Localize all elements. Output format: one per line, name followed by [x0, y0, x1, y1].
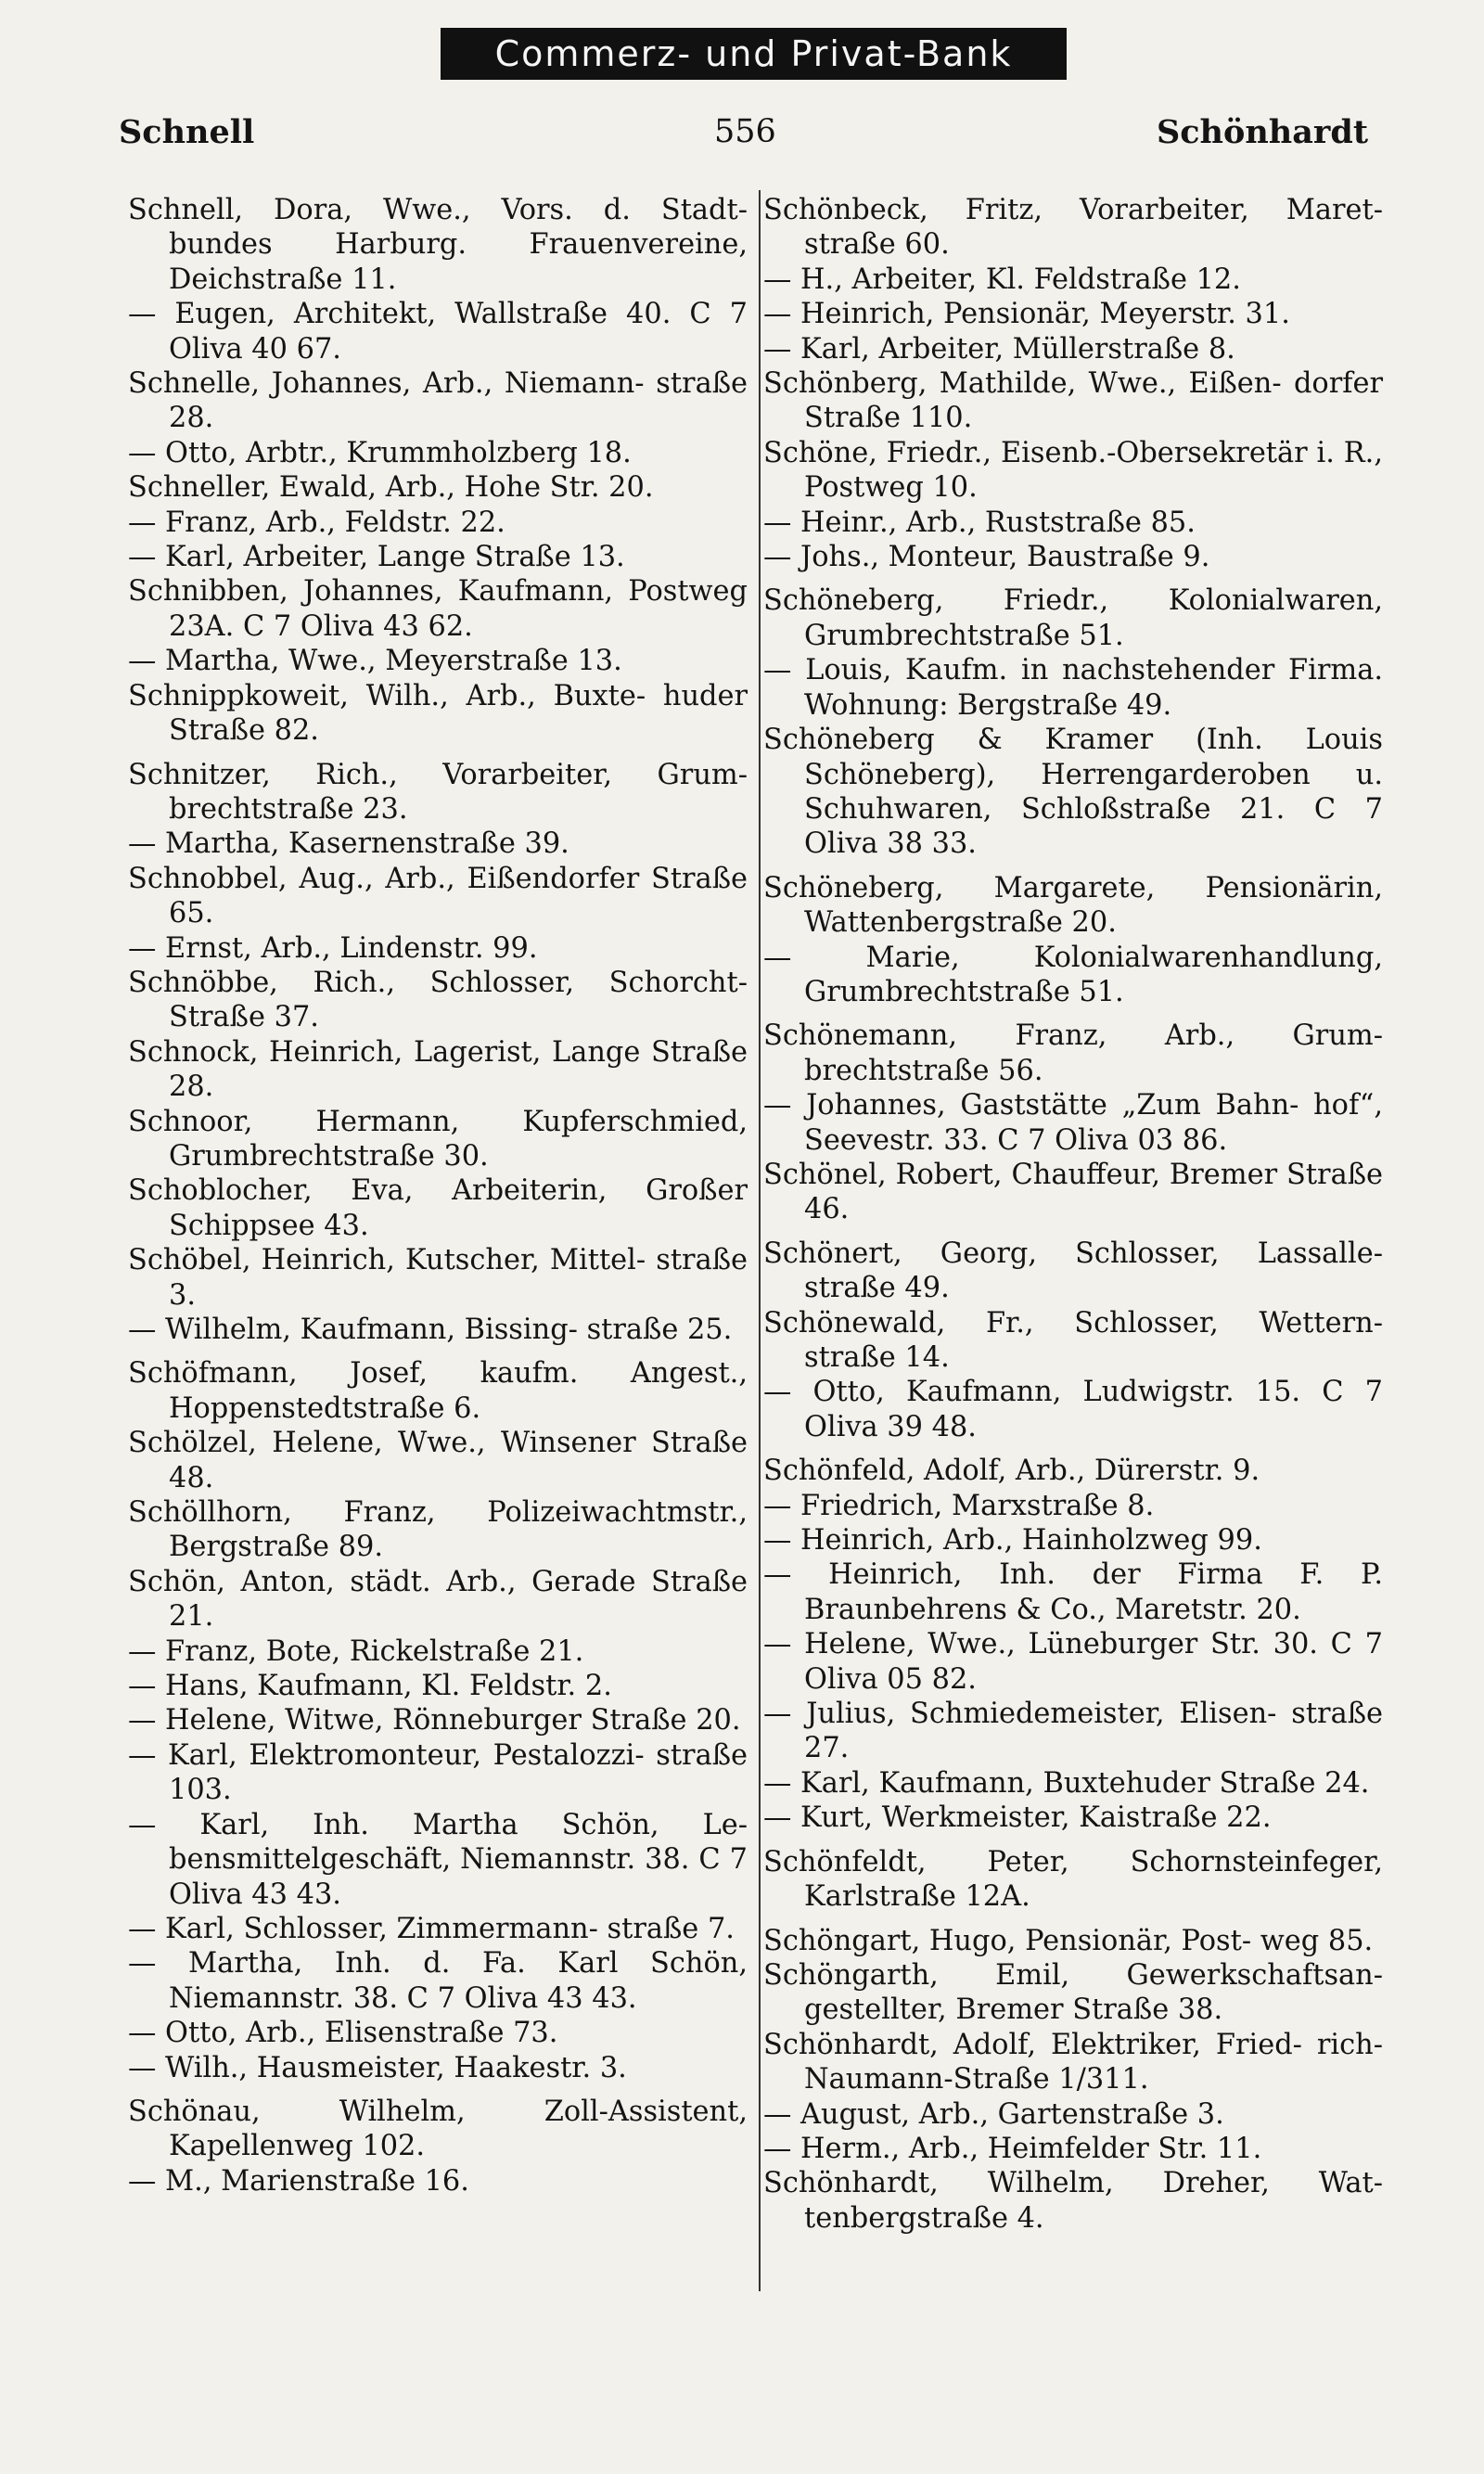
directory-entry: — M., Marienstraße 16. [128, 2164, 469, 2198]
directory-entry: Schönhardt, Wilhelm, Dreher, Wat- tenbergstraße 4. [763, 2167, 1383, 2235]
directory-entry: Schönbeck, Fritz, Vorarbeiter, Maret- straße 60. [763, 194, 1383, 262]
directory-entry: — Karl, Arbeiter, Müllerstraße 8. [763, 332, 1235, 365]
left-column [128, 193, 748, 2198]
directory-entry: Schnoor, Hermann, Kupferschmied, Grumbrechtstraße 30. [128, 1105, 748, 1173]
directory-entry: Schönel, Robert, Chauffeur, Bremer Straße 46. [763, 1158, 1383, 1226]
directory-entry: Schönfeldt, Peter, Schornsteinfeger, Karlstraße 12A. [763, 1845, 1383, 1914]
directory-entry: — Franz, Bote, Rickelstraße 21. [128, 1634, 584, 1668]
directory-entry: — Johs., Monteur, Baustraße 9. [763, 541, 1210, 574]
directory-entry: — Heinrich, Arb., Hainholzweg 99. [763, 1524, 1262, 1557]
page-number: 556 [714, 113, 776, 150]
directory-entry: — Karl, Schlosser, Zimmermann- straße 7. [128, 1912, 735, 1945]
directory-entry: Schön, Anton, städt. Arb., Gerade Straße 21. [128, 1565, 748, 1634]
directory-entry: Schönewald, Fr., Schlosser, Wettern- straße 14. [763, 1306, 1383, 1374]
directory-entry: — Wilh., Hausmeister, Haakestr. 3. [128, 2051, 627, 2084]
directory-entry: — Heinr., Arb., Ruststraße 85. [763, 506, 1196, 539]
column-divider [759, 190, 761, 2291]
directory-entry: — Eugen, Architekt, Wallstraße 40. C 7 Oliva 40 67. [128, 298, 748, 365]
directory-entry: — Martha, Wwe., Meyerstraße 13. [128, 645, 622, 678]
directory-entry: Schnelle, Johannes, Arb., Niemann- straße 28. [128, 367, 748, 435]
directory-entry: — Otto, Arbtr., Krummholzberg 18. [128, 436, 632, 469]
directory-entry: Schöne, Friedr., Eisenb.-Obersekretär i. R., Postweg 10. [763, 436, 1383, 505]
directory-entry: — Heinrich, Pensionär, Meyerstr. 31. [763, 298, 1290, 331]
directory-entry: — August, Arb., Gartenstraße 3. [763, 2097, 1224, 2131]
directory-entry: — Martha, Inh. d. Fa. Karl Schön, Niemannstr. 38. C 7 Oliva 43 43. [128, 1947, 748, 2015]
directory-entry: — Marie, Kolonialwarenhandlung, Grumbrechtstraße 51. [763, 941, 1383, 1008]
directory-entry: — Kurt, Werkmeister, Kaistraße 22. [763, 1801, 1272, 1835]
directory-entry: Schnippkoweit, Wilh., Arb., Buxte- huder Straße 82. [128, 679, 748, 748]
directory-entry: — Martha, Kasernenstraße 39. [128, 827, 569, 861]
directory-entry: Schönfeld, Adolf, Arb., Dürerstr. 9. [763, 1455, 1260, 1488]
directory-entry: Schöbel, Heinrich, Kutscher, Mittel- straße 3. [128, 1244, 748, 1312]
directory-entry: — Franz, Arb., Feldstr. 22. [128, 506, 505, 539]
directory-entry: Schnock, Heinrich, Lagerist, Lange Straße 28. [128, 1035, 748, 1104]
directory-entry: Schnibben, Johannes, Kaufmann, Postweg 23A. C 7 Oliva 43 62. [128, 575, 748, 643]
directory-entry: Schöneberg, Friedr., Kolonialwaren, Grumbrechtstraße 51. [763, 584, 1383, 652]
directory-entry: Schöngart, Hugo, Pensionär, Post- weg 85. [763, 1924, 1374, 1957]
running-head-right: Schönhardt [1156, 113, 1368, 151]
directory-entry: Schöngarth, Emil, Gewerkschaftsan- gestellter, Bremer Straße 38. [763, 1958, 1383, 2027]
right-column [763, 193, 1383, 2236]
directory-entry: — Friedrich, Marxstraße 8. [763, 1489, 1155, 1522]
directory-entry: — Louis, Kaufm. in nachstehender Firma. Wohnung: Bergstraße 49. [763, 654, 1383, 722]
directory-entry: — Otto, Kaufmann, Ludwigstr. 15. C 7 Oliva 39 48. [763, 1376, 1383, 1443]
directory-entry: — Julius, Schmiedemeister, Elisen- straße 27. [763, 1698, 1383, 1765]
directory-entry: — Helene, Wwe., Lüneburger Str. 30. C 7 Oliva 05 82. [763, 1628, 1383, 1696]
directory-entry: Schnell, Dora, Wwe., Vors. d. Stadt- bundes Harburg. Frauenvereine, Deichstraße 11. [128, 194, 748, 296]
directory-entry: — Hans, Kaufmann, Kl. Feldstr. 2. [128, 1670, 612, 1703]
directory-entry: — Ernst, Arb., Lindenstr. 99. [128, 931, 538, 965]
directory-entry: — Karl, Elektromonteur, Pestalozzi- straße 103. [128, 1738, 748, 1807]
directory-entry: — Karl, Inh. Martha Schön, Le- bensmittelgeschäft, Niemannstr. 38. C 7 Oliva 43 43. [128, 1808, 748, 1911]
directory-entry: — Herm., Arb., Heimfelder Str. 11. [763, 2132, 1262, 2165]
directory-entry: — Helene, Witwe, Rönneburger Straße 20. [128, 1704, 741, 1737]
running-head-left: Schnell [119, 113, 255, 151]
directory-entry: — Karl, Kaufmann, Buxtehuder Straße 24. [763, 1766, 1370, 1800]
directory-entry: Schneller, Ewald, Arb., Hohe Str. 20. [128, 471, 654, 505]
directory-entry: Schöfmann, Josef, kaufm. Angest., Hoppenstedtstraße 6. [128, 1357, 748, 1425]
directory-entry: Schnitzer, Rich., Vorarbeiter, Grum- brechtstraße 23. [128, 758, 748, 826]
bank-banner: Commerz- und Privat-Bank [441, 28, 1067, 80]
directory-entry: Schönemann, Franz, Arb., Grum- brechtstraße 56. [763, 1019, 1383, 1087]
directory-entry: — Heinrich, Inh. der Firma F. P. Braunbehrens & Co., Maretstr. 20. [763, 1558, 1383, 1626]
directory-entry: Schöneberg & Kramer (Inh. Louis Schöneberg), Herrengarderoben u. Schuhwaren, Schloßstraße 21. C 7 Oliva 38 33. [763, 724, 1383, 861]
directory-entry: Schönberg, Mathilde, Wwe., Eißen- dorfer Straße 110. [763, 367, 1383, 435]
directory-entry: Schölzel, Helene, Wwe., Winsener Straße 48. [128, 1427, 748, 1494]
directory-entry: — H., Arbeiter, Kl. Feldstraße 12. [763, 263, 1241, 296]
directory-entry: — Johannes, Gaststätte „Zum Bahn- hof“, Seevestr. 33. C 7 Oliva 03 86. [763, 1089, 1383, 1157]
directory-entry: Schöllhorn, Franz, Polizeiwachtmstr., Bergstraße 89. [128, 1496, 748, 1564]
directory-entry: Schnobbel, Aug., Arb., Eißendorfer Straße 65. [128, 862, 748, 930]
directory-entry: Schönhardt, Adolf, Elektriker, Fried- rich-Naumann-Straße 1/311. [763, 2028, 1383, 2096]
directory-entry: — Karl, Arbeiter, Lange Straße 13. [128, 541, 625, 574]
directory-entry: Schnöbbe, Rich., Schlosser, Schorcht- Straße 37. [128, 966, 748, 1034]
directory-entry: Schoblocher, Eva, Arbeiterin, Großer Schippsee 43. [128, 1174, 748, 1242]
directory-entry: Schönau, Wilhelm, Zoll-Assistent, Kapellenweg 102. [128, 2095, 748, 2163]
directory-entry: Schönert, Georg, Schlosser, Lassalle- straße 49. [763, 1237, 1383, 1305]
directory-entry: — Otto, Arb., Elisenstraße 73. [128, 2017, 558, 2050]
directory-entry: — Wilhelm, Kaufmann, Bissing- straße 25. [128, 1314, 733, 1346]
directory-entry: Schöneberg, Margarete, Pensionärin, Wattenbergstraße 20. [763, 871, 1383, 940]
